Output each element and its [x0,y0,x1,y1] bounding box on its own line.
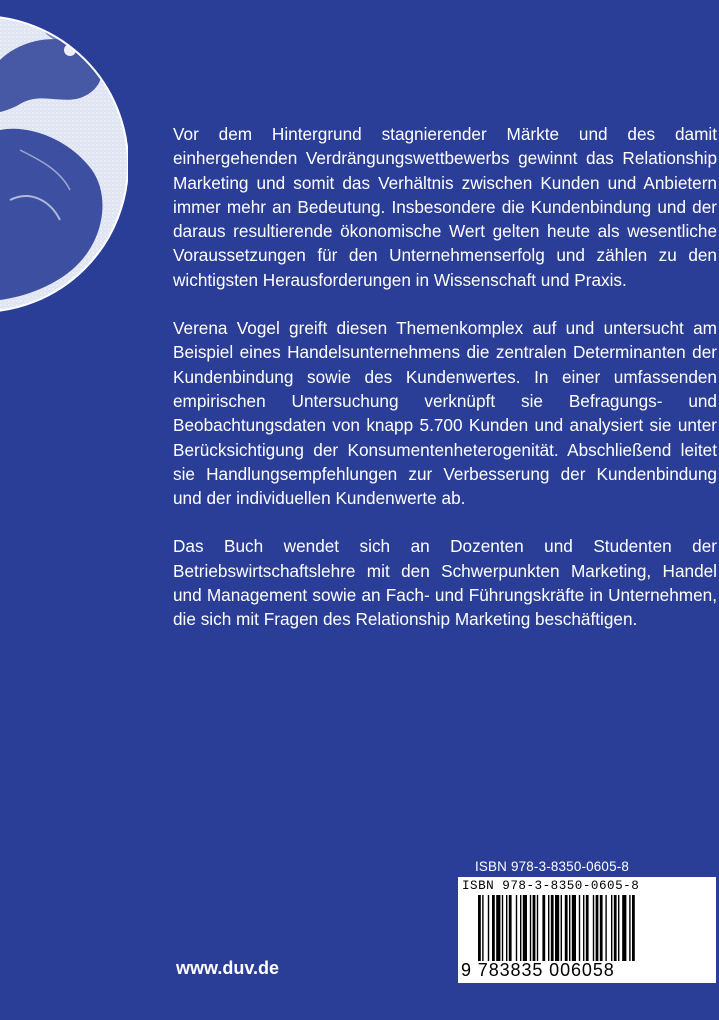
blurb-paragraph-3: Das Buch wendet sich an Dozenten und Studenten der Betriebswirtschaftslehre mit den Schwerpunkten Marketing, Handel und Management sowie an Fach- und Führungskräfte in Unternehmen, die sich mit Fragen des Relationship Marketing beschäftigen. [173,536,717,630]
barcode-bars [462,895,712,961]
blurb-paragraph-1: Vor dem Hintergrund stagnierender Märkte und des damit einhergehenden Verdrängungswettbewerbs gewinnt das Relationship Marketing und somit das Verhältnis zwischen Kunden und Anbietern immer mehr an Bedeutung. Insbesondere die Kundenbindung und der daraus resultierende ökonomische Wert gelten heute als wesentliche Voraussetzungen für den Unternehmenserfolg und zählen zu den wichtigsten Herausforderungen in Wissenschaft und Praxis. [173,124,717,290]
barcode-icon [458,877,716,983]
globe-icon [0,0,128,328]
globe-illustration [0,0,128,328]
cover-blurb [173,122,717,656]
publisher-website[interactable]: www.duv.de [176,958,280,978]
isbn-label: ISBN 978-3-8350-0605-8 [475,859,630,874]
barcode-digits: 9 783835 006058 [461,960,615,980]
blurb-paragraph-2: Verena Vogel greift diesen Themenkomplex auf und untersucht am Beispiel eines Handelsunternehmens die zentralen Determinanten der Kundenbindung sowie des Kundenwertes. In einer umfassenden empirischen Untersuchung verknüpft sie Befragungs- und Beobachtungsdaten von knapp 5.700 Kunden und analysiert sie unter Berücksichtigung der Konsumentenheterogenität. Abschließend leitet sie Handlungsempfehlungen zur Verbesserung der Kundenbindung und der individuellen Kundenwerte ab. [173,318,717,509]
barcode-caption: ISBN 978-3-8350-0605-8 [462,879,640,893]
